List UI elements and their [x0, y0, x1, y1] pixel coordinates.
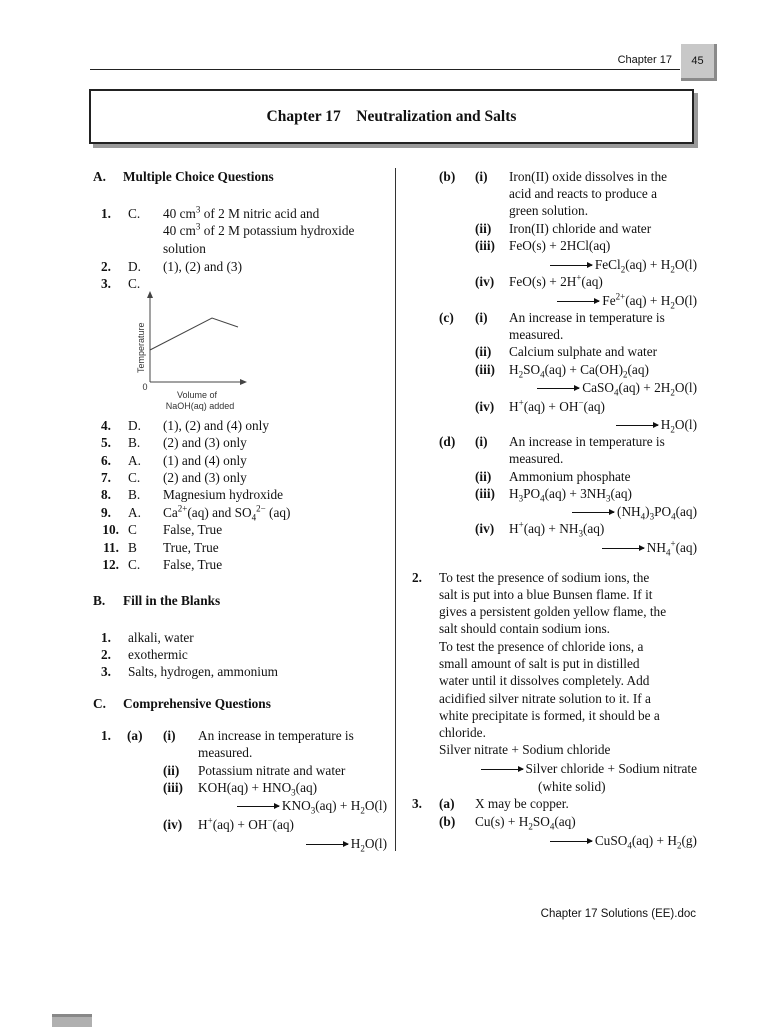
- mc-q7-answer: C.: [128, 470, 141, 485]
- reaction-arrow: [602, 548, 644, 549]
- fill-q1-num: 1.: [101, 630, 111, 645]
- mc-q3-answer: C.: [128, 276, 141, 291]
- graph-x-label-line1: Volume of: [176, 390, 218, 400]
- comp-q2-line11: Silver nitrate + Sodium chloride: [439, 742, 611, 757]
- fill-q3-text: Salts, hydrogen, ammonium: [128, 664, 278, 679]
- comp-q1d-ii-text: Ammonium phosphate: [509, 469, 631, 484]
- mc-q10-num: 10.: [102, 522, 119, 537]
- comp-q1b-i-line1: Iron(II) oxide dissolves in the: [509, 169, 668, 184]
- section-c-title: Comprehensive Questions: [123, 696, 271, 711]
- comp-q2-line4: salt should contain sodium ions.: [439, 621, 611, 636]
- temperature-graph: [128, 290, 268, 420]
- comp-q1b-iv-label: (iv): [475, 274, 495, 289]
- comp-q1b-iv-eq1: FeO(s) + 2H+(aq): [509, 272, 603, 289]
- comp-q2-line6: small amount of salt is put in distilled: [439, 656, 640, 671]
- comp-q1b-i-label: (i): [475, 169, 488, 184]
- mc-q2-answer: D.: [128, 259, 141, 274]
- mc-q4-num: 4.: [101, 418, 111, 433]
- section-c-letter: C.: [93, 696, 106, 711]
- reaction-arrow: [306, 844, 348, 845]
- comp-q1d-i-line2: measured.: [509, 451, 564, 466]
- comp-q1a-part: (a): [127, 728, 143, 743]
- mc-q5-num: 5.: [101, 435, 111, 450]
- comp-q1a-ii-label: (ii): [163, 763, 180, 778]
- comp-q1b-i-line2: acid and reacts to produce a: [509, 186, 658, 201]
- mc-q1-line2: 40 $cm^3$ of 2 M potassium hydroxide: [163, 221, 355, 238]
- page-number: 45: [681, 44, 717, 81]
- mc-q10-answer: C: [128, 522, 137, 537]
- fill-q1-text: alkali, water: [128, 630, 194, 645]
- reaction-arrow: [616, 425, 658, 426]
- graph-origin-label: 0: [142, 382, 148, 392]
- reaction-arrow: [550, 265, 592, 266]
- comp-q1a-i-line1: An increase in temperature is: [198, 728, 354, 743]
- mc-q2-num: 2.: [101, 259, 111, 274]
- graph-temperature-line: [150, 318, 238, 350]
- comp-q2-line8: acidified silver nitrate solution to it. If a: [439, 691, 651, 706]
- mc-q6-text: (1) and (4) only: [163, 453, 247, 468]
- column-divider: [395, 168, 396, 851]
- comp-q2-eq3: (white solid): [538, 779, 606, 794]
- comp-q3b-eq1: $Cu(s) + H_2SO_4(aq)$: [475, 814, 576, 832]
- comp-q1-num: 1.: [101, 728, 111, 743]
- section-a-letter: A.: [93, 169, 106, 184]
- comp-q1a-iv-label: (iv): [163, 817, 183, 832]
- comp-q1c-part: (c): [439, 310, 454, 325]
- section-b-letter: B.: [93, 593, 106, 608]
- comp-q1d-iii-eq1: $H_3PO_4(aq) + 3NH_3(aq)$: [509, 486, 632, 504]
- comp-q1c-i-label: (i): [475, 310, 488, 325]
- mc-q7-num: 7.: [101, 470, 111, 485]
- mc-q5-text: (2) and (3) only: [163, 435, 247, 450]
- comp-q1a-iii-eq1: $KOH(aq) + HNO_3(aq)$: [198, 780, 318, 798]
- comp-q2-line2: salt is put into a blue Bunsen flame. If it: [439, 587, 653, 602]
- comp-q1c-ii-label: (ii): [475, 344, 492, 359]
- graph-x-arrow: [240, 379, 247, 385]
- reaction-arrow: [550, 841, 592, 842]
- mc-q9-text: $Ca^{2+}(aq)$ and $SO_4^{2-}$ (aq): [163, 503, 291, 523]
- comp-q1c-i-line2: measured.: [509, 327, 564, 342]
- reaction-arrow: [557, 301, 599, 302]
- mc-q9-num: 9.: [101, 505, 111, 520]
- comp-q1c-iii-eq2: CaSO$_4$(aq) + $2H_2O(l)$: [480, 379, 697, 396]
- comp-q1b-iii-eq1: FeO(s) + 2HCl(aq): [509, 238, 611, 253]
- comp-q2-eq2: Silver chloride + Sodium nitrate: [440, 760, 697, 777]
- comp-q1b-iii-eq2: FeCl$_2$(aq) + $H_2O(l)$: [480, 256, 697, 273]
- graph-y-arrow: [147, 291, 153, 298]
- mc-q6-answer: A.: [128, 453, 141, 468]
- comp-q3b-part: (b): [439, 814, 456, 829]
- comp-q1d-ii-label: (ii): [475, 469, 492, 484]
- comp-q3b-eq2: CuSO$_4$(aq) + $H_2(g)$: [480, 832, 697, 849]
- mc-q8-text: Magnesium hydroxide: [163, 487, 284, 502]
- mc-q11-answer: B: [128, 540, 137, 555]
- comp-q1a-iii-label: (iii): [163, 780, 183, 795]
- comp-q1d-iv-eq1: $H^+(aq) + NH_3(aq)$: [509, 519, 605, 539]
- header-rule: [90, 69, 680, 70]
- corner-decoration: [52, 1014, 92, 1027]
- chapter-title-box: [89, 89, 694, 144]
- comp-q1b-part: (b): [439, 169, 456, 184]
- comp-q1b-iii-label: (iii): [475, 238, 495, 253]
- section-a-title: Multiple Choice Questions: [123, 169, 274, 184]
- comp-q1a-ii-text: Potassium nitrate and water: [198, 763, 346, 778]
- comp-q1b-ii-label: (ii): [475, 221, 492, 236]
- comp-q2-line3: gives a persistent golden yellow flame, the: [439, 604, 667, 619]
- reaction-arrow: [481, 769, 523, 770]
- comp-q1d-iii-eq2: $(NH_4)_3PO_4(aq)$: [520, 503, 697, 520]
- comp-q1b-ii-text: Iron(II) chloride and water: [509, 221, 652, 236]
- comp-q1d-iv-label: (iv): [475, 521, 495, 536]
- comp-q2-line9: white precipitate is formed, it should be a: [439, 708, 660, 723]
- running-header-chapter: Chapter 17: [617, 54, 672, 66]
- fill-q2-num: 2.: [101, 647, 111, 662]
- comp-q2-line7: water until it dissolves completely. Add: [439, 673, 650, 688]
- comp-q1c-i-line1: An increase in temperature is: [509, 310, 665, 325]
- mc-q5-answer: B.: [128, 435, 141, 450]
- comp-q1a-iv-eq1: H+(aq) + OH−(aq): [198, 815, 294, 832]
- comp-q1c-iv-eq1: H+(aq) + OH−(aq): [509, 397, 605, 414]
- footer-filename: Chapter 17 Solutions (EE).doc: [540, 908, 696, 920]
- comp-q1d-i-line1: An increase in temperature is: [509, 434, 665, 449]
- mc-q10-text: False, True: [163, 522, 223, 537]
- comp-q2-line5: To test the presence of chloride ions, a: [439, 639, 644, 654]
- mc-q4-answer: D.: [128, 418, 141, 433]
- comp-q1d-iii-label: (iii): [475, 486, 495, 501]
- mc-q11-text: True, True: [163, 540, 219, 555]
- comp-q2-line1: To test the presence of sodium ions, the: [439, 570, 650, 585]
- comp-q3a-part: (a): [439, 796, 455, 811]
- mc-q3-num: 3.: [101, 276, 111, 291]
- comp-q1a-iv-eq2: $H_2O(l)$: [250, 835, 387, 852]
- graph-y-label: Temperature: [136, 322, 146, 373]
- mc-q7-text: (2) and (3) only: [163, 470, 247, 485]
- comp-q1d-part: (d): [439, 434, 456, 449]
- mc-q1-line3: solution: [163, 241, 206, 256]
- comp-q1c-iv-label: (iv): [475, 399, 495, 414]
- mc-q9-answer: A.: [128, 505, 141, 520]
- comp-q1a-i-label: (i): [163, 728, 176, 743]
- mc-q8-answer: B.: [128, 487, 141, 502]
- reaction-arrow: [537, 388, 579, 389]
- comp-q2-line10: chloride.: [439, 725, 486, 740]
- comp-q1b-iv-eq2: $Fe^{2+}(aq) + H_2O(l)$: [480, 292, 697, 309]
- mc-q11-num: 11.: [103, 540, 119, 555]
- comp-q1d-i-label: (i): [475, 434, 488, 449]
- comp-q1c-ii-text: Calcium sulphate and water: [509, 344, 658, 359]
- mc-q8-num: 8.: [101, 487, 111, 502]
- mc-q12-num: 12.: [102, 557, 119, 572]
- graph-x-label-line2: NaOH(aq) added: [165, 401, 235, 411]
- mc-q1-answer: C.: [128, 206, 141, 221]
- comp-q1c-iii-label: (iii): [475, 362, 495, 377]
- mc-q1-line1: 40 $cm^3$ of 2 M nitric acid and: [163, 204, 320, 221]
- mc-q4-text: (1), (2) and (4) only: [163, 418, 269, 433]
- mc-q12-text: False, True: [163, 557, 223, 572]
- comp-q3a-text: X may be copper.: [475, 796, 569, 811]
- reaction-arrow: [572, 512, 614, 513]
- comp-q1b-i-line3: green solution.: [509, 203, 589, 218]
- comp-q1d-iv-eq2: $NH_4^+(aq)$: [560, 539, 697, 556]
- comp-q1c-iii-eq1: $H_2SO_4(aq) + Ca(OH)_2(aq)$: [509, 362, 649, 380]
- comp-q1a-i-line2: measured.: [198, 745, 253, 760]
- chapter-title: Chapter 17 Neutralization and Salts: [266, 107, 517, 125]
- mc-q2-text: (1), (2) and (3): [163, 259, 243, 274]
- reaction-arrow: [237, 806, 279, 807]
- section-b-title: Fill in the Blanks: [123, 593, 221, 608]
- mc-q6-num: 6.: [101, 453, 111, 468]
- fill-q2-text: exothermic: [128, 647, 188, 662]
- comp-q1a-iii-eq2: $KNO_3(aq) + H_2O(l)$: [180, 797, 387, 814]
- comp-q1c-iv-eq2: $H_2O(l)$: [560, 416, 697, 433]
- comp-q2-num: 2.: [412, 570, 422, 585]
- mc-q1-num: 1.: [101, 206, 111, 221]
- fill-q3-num: 3.: [101, 664, 111, 679]
- mc-q12-answer: C.: [128, 557, 141, 572]
- comp-q3-num: 3.: [412, 796, 422, 811]
